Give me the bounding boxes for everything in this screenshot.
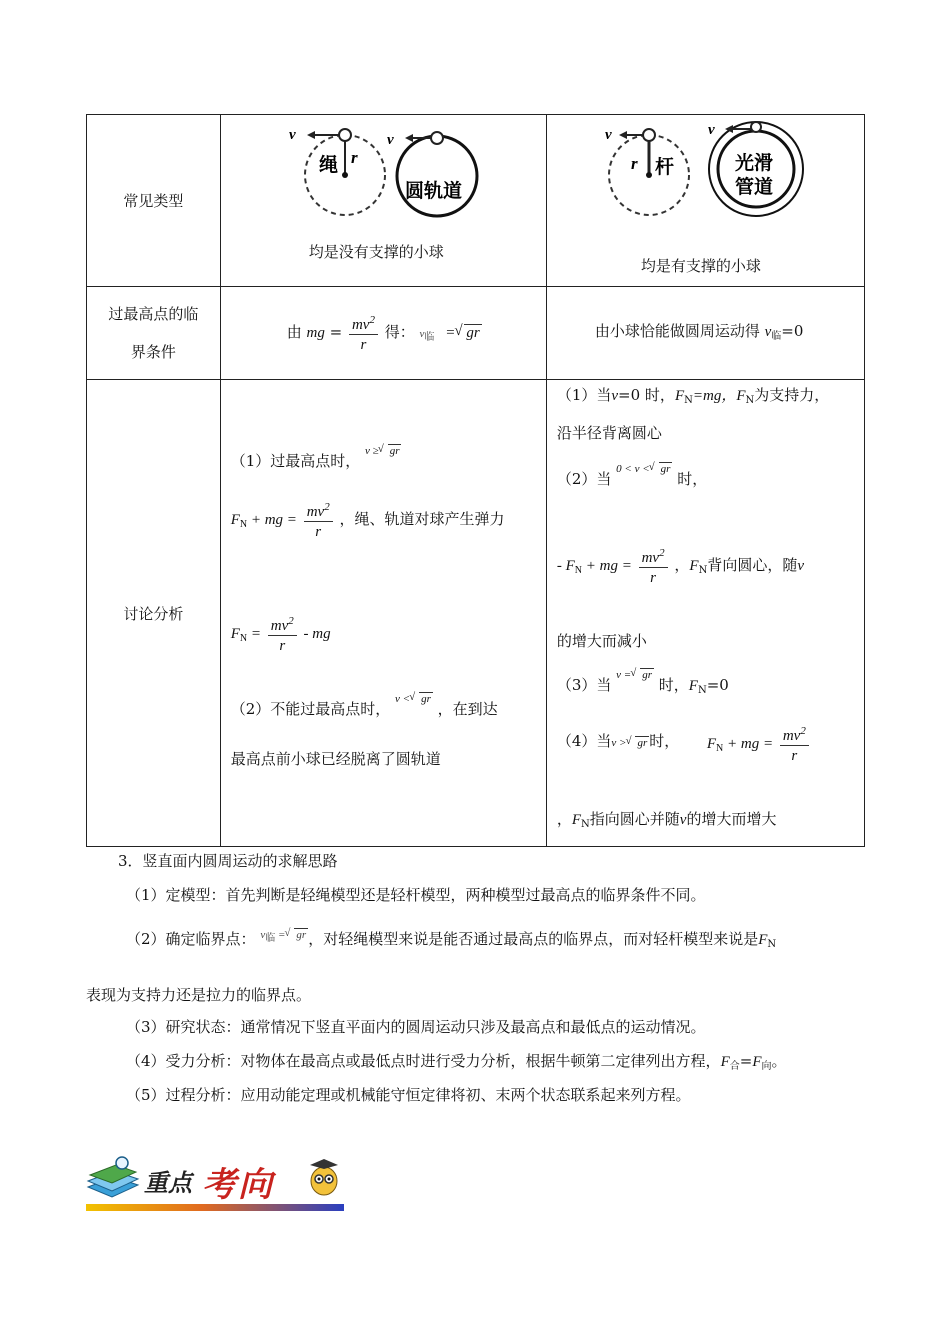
track-ball bbox=[431, 132, 443, 144]
rod-case3-b: 时， bbox=[658, 676, 689, 694]
rod-label: 杆 bbox=[654, 156, 674, 178]
rope-case1: （1）过最高点时， $^{v \ge√ gr}$ bbox=[231, 450, 402, 471]
step-2-b: ，对轻绳模型来说是能否通过最高点的临界点，而对轻杆模型来说是 bbox=[308, 930, 759, 948]
critical-mid: 得： bbox=[384, 323, 415, 341]
cell-discussion-rope bbox=[220, 380, 546, 847]
critical-rod-text: 由小球恰能做圆周运动得 $v_临=0$ bbox=[594, 322, 804, 342]
rod-case1-b: =0 时， bbox=[618, 386, 675, 404]
row-head-types-label: 常见类型 bbox=[123, 192, 184, 210]
step-2-lin-sub: 临 bbox=[265, 933, 276, 944]
row-head-critical-line1: 过最高点的临 bbox=[108, 305, 199, 323]
track-circle bbox=[397, 136, 477, 216]
pipe-ball bbox=[751, 122, 761, 132]
rod-case4-c: ， bbox=[556, 810, 572, 828]
cell-critical-rope bbox=[220, 287, 546, 380]
model-comparison-table bbox=[86, 114, 865, 847]
rod-case2: （2）当 $^{0 < v <√ gr}$ 时， bbox=[557, 468, 707, 489]
step-5: （5）过程分析：应用动能定理或机械能守恒定律将初、末两个状态联系起来列方程。 bbox=[126, 1086, 691, 1104]
rope-case1-eq: $F_N$ + mg = $\frac{mv^2}{r}$ ，绳、轨道对球产生弹力 bbox=[231, 498, 505, 542]
rod-case2-eq: - $F_N$ + mg = $\frac{mv^2}{r}$ ，$F_N$背向圆心，随v bbox=[557, 544, 804, 588]
rope-case1-elastic: ，绳、轨道对球产生弹力 bbox=[339, 510, 505, 528]
critical-lin-sub: 临 bbox=[424, 332, 435, 343]
step-2: （2）确定临界点： $^{v临 =√ gr}$ ，对轻绳模型来说是能否通过最高点的临界点，而对轻杆模型来说是$F_N$ bbox=[126, 928, 866, 956]
critical-rod-lin-sub: 临 bbox=[771, 331, 782, 342]
step-2-a: （2）确定临界点： bbox=[126, 930, 256, 948]
critical-rod-desc: 由小球恰能做圆周运动得 bbox=[594, 322, 760, 340]
rod-v-label: v bbox=[604, 127, 612, 143]
rod-center bbox=[646, 172, 652, 178]
rod-case3-a: （3）当 bbox=[556, 676, 612, 694]
logo-text-key: 重点 bbox=[144, 1169, 192, 1197]
rod-case4-b: 时， bbox=[649, 732, 680, 750]
rod-case2-d: 背向圆心，随 bbox=[707, 556, 798, 574]
rod-case2-e: 的增大而减小 bbox=[556, 632, 647, 650]
cell-discussion-rod bbox=[546, 380, 864, 847]
step-4-sub-xiang: 向 bbox=[761, 1061, 772, 1072]
rope-v-label: v bbox=[288, 127, 296, 143]
rope-case2-label: （2）不能过最高点时， bbox=[230, 700, 391, 718]
step-4: （4）受力分析：对物体在最高点或最低点时进行受力分析，根据牛顿第二定律列出方程，$F_合=F_向$。 bbox=[126, 1052, 787, 1072]
rod-case1-c: =mg， bbox=[692, 388, 737, 404]
pipe-v-label: v bbox=[707, 122, 715, 138]
rope-center bbox=[342, 172, 348, 178]
rod-case1-d: 为支持力， bbox=[754, 386, 830, 404]
rod-case4-d: 指向圆心并随 bbox=[589, 810, 680, 828]
step-2-c: 表现为支持力还是拉力的临界点。 bbox=[86, 986, 312, 1004]
rope-case1-label: （1）过最高点时， bbox=[230, 452, 361, 470]
track-label: 圆轨道 bbox=[404, 180, 462, 202]
rod-case4: （4）当v >√ gr 时， bbox=[557, 730, 679, 751]
step-4-sub-he: 合 bbox=[729, 1061, 740, 1072]
section-title: 3．竖直面内圆周运动的求解思路 bbox=[118, 852, 338, 870]
step-4-a: （4）受力分析：对物体在最高点或最低点时进行受力分析，根据牛顿第二定律列出方程， bbox=[126, 1052, 721, 1070]
track-v-label: v bbox=[386, 132, 394, 148]
rod-case3-c: =0 bbox=[706, 676, 729, 694]
row-head-discussion-label: 讨论分析 bbox=[123, 604, 184, 623]
row-head-critical bbox=[87, 287, 221, 380]
step-4-c: 。 bbox=[771, 1052, 787, 1070]
with-support-caption: 均是有支撑的小球 bbox=[640, 257, 761, 275]
rope-label: 绳 bbox=[318, 154, 338, 176]
rope-r-label: r bbox=[350, 148, 358, 167]
critical-prefix: 由 bbox=[286, 323, 302, 341]
rod-r-label: r bbox=[630, 154, 638, 173]
critical-rod-tail: =0 bbox=[781, 322, 804, 340]
row-head-types bbox=[87, 115, 221, 287]
no-support-caption: 均是没有支撑的小球 bbox=[308, 243, 444, 261]
key-direction-logo bbox=[86, 1155, 346, 1213]
rod-case2-e-line bbox=[557, 630, 647, 651]
rod-case1: （1）当v=0 时，$F_N=mg$，$F_N$为支持力， bbox=[556, 386, 830, 406]
row-head-critical-line2: 界条件 bbox=[130, 343, 176, 361]
logo-text-direction: 考向 bbox=[202, 1165, 274, 1205]
rod-ball bbox=[643, 129, 655, 141]
rod-case2-c: ， bbox=[674, 556, 690, 574]
step-4-b: = bbox=[739, 1052, 753, 1070]
cell-critical-rod bbox=[546, 287, 864, 380]
cell-no-support bbox=[220, 115, 546, 287]
rod-case4-a: （4）当 bbox=[556, 732, 612, 750]
rod-case4-desc: ，$F_N$指向圆心并随v的增大而增大 bbox=[556, 810, 777, 830]
rod-case1-e: 沿半径背离圆心 bbox=[556, 424, 662, 442]
rope-case2-desc: 最高点前小球已经脱离了圆轨道 bbox=[230, 750, 441, 768]
row-head-discussion bbox=[87, 380, 221, 847]
rope-ball bbox=[339, 129, 351, 141]
step-3: （3）研究状态：通常情况下竖直平面内的圆周运动只涉及最高点和最低点的运动情况。 bbox=[126, 1018, 706, 1036]
rod-case2-b: 时， bbox=[677, 470, 708, 488]
critical-rope-formula: 由 mg = $\frac{mv^2}{r}$ 得： v临 =√ gr bbox=[287, 311, 482, 355]
rod-case4-eq: $F_N$ + mg = $\frac{mv^2}{r}$ bbox=[707, 722, 811, 766]
rod-case2-a: （2）当 bbox=[556, 470, 612, 488]
rope-case2-tail: ，在到达 bbox=[437, 700, 498, 718]
pipe-label-2: 管道 bbox=[734, 176, 773, 198]
cell-with-support bbox=[546, 115, 864, 287]
step-1: （1）定模型：首先判断是轻绳模型还是轻杆模型，两种模型过最高点的临界条件不同。 bbox=[126, 886, 706, 904]
rope-case2: （2）不能过最高点时， $^{v <√ gr}$ ，在到达 bbox=[231, 698, 498, 719]
rod-case4-e: 的增大而增大 bbox=[686, 810, 777, 828]
rod-case1-a: （1）当 bbox=[556, 386, 612, 404]
rod-case3: （3）当 $^{v =√ gr}$ 时，$F_N=0$ bbox=[557, 674, 729, 696]
pipe-label-1: 光滑 bbox=[734, 152, 773, 174]
rope-case1-eq2: $F_N$ = $\frac{mv^2}{r}$ - mg bbox=[231, 612, 331, 656]
